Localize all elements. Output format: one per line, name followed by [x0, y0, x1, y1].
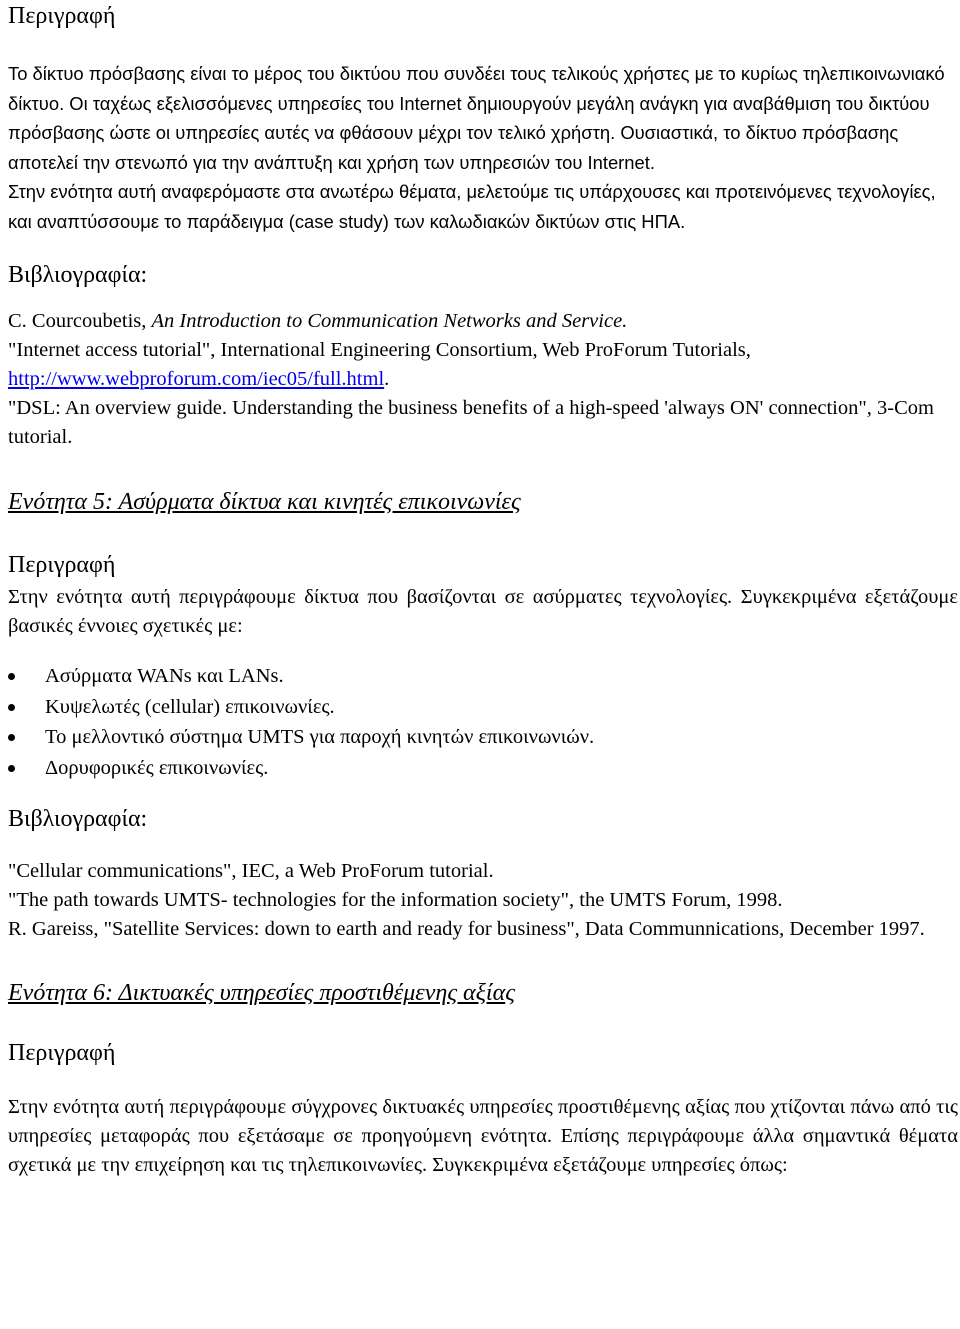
section-5-title: Ενότητα 5: Ασύρματα δίκτυα και κινητές επικοινωνίες [8, 489, 521, 515]
description-heading: Περιγραφή [8, 552, 116, 578]
list-item: Δορυφορικές επικοινωνίες. [8, 753, 958, 784]
bibliography-heading: Βιβλιογραφία: [8, 262, 148, 288]
description-paragraph: Στην ενότητα αυτή αναφερόμαστε στα ανωτέρω θέματα, μελετούμε τις υπάρχουσες και προτεινόμενες τεχνολογίες, και αναπτύσσουμε το παράδειγμα (case study) των καλωδιακών δικτύων στις ΗΠΑ. [8, 181, 936, 232]
reference-item [8, 307, 958, 336]
bibliography-heading: Βιβλιογραφία: [8, 806, 148, 832]
list-item: Το μελλοντικό σύστημα UMTS για παροχή κινητών επικοινωνιών. [8, 722, 958, 753]
description-heading: Περιγραφή [8, 3, 116, 29]
bullet-icon [8, 765, 15, 772]
bullet-icon [8, 673, 15, 680]
section-6-title [8, 979, 958, 1007]
reference-item: R. Gareiss, "Satellite Services: down to earth and ready for business", Data Communnications, December 1997. [8, 918, 925, 940]
reference-title: An Introduction to Communication Networks and Service. [151, 310, 628, 332]
reference-text: "Internet access tutorial", International Engineering Consortium, Web ProForum Tutorials, [8, 339, 751, 361]
reference-item: "Cellular communications", IEC, a Web ProForum tutorial. [8, 860, 494, 882]
document-page [8, 0, 958, 1180]
description-heading: Περιγραφή [8, 1040, 116, 1066]
description-paragraph: Στην ενότητα αυτή περιγράφουμε δίκτυα που βασίζονται σε ασύρματες τεχνολογίες. Συγκεκριμένα εξετάζουμε βασικές έννοιες σχετικές με: [8, 586, 958, 637]
section-6-title-tail: ς [505, 980, 515, 1006]
section-6-title-main: Ενότητα 6: Δικτυακές υπηρεσίες προστιθέμενης αξία [8, 980, 506, 1006]
reference-item: "DSL: An overview guide. Understanding the business benefits of a high-speed 'always ON' connection", 3-Com tutorial. [8, 397, 934, 448]
reference-end: . [384, 368, 390, 390]
list-item: Ασύρματα WANs και LANs. [8, 661, 958, 692]
reference-author: C. Courcoubetis, [8, 310, 152, 332]
bullet-icon [8, 704, 15, 711]
list-item: Κυψελωτές (cellular) επικοινωνίες. [8, 692, 958, 723]
bullet-icon [8, 734, 15, 741]
reference-item [8, 336, 958, 394]
description-paragraph: Το δίκτυο πρόσβασης είναι το μέρος του δικτύου που συνδέει τους τελικούς χρήστες με το κυρίως τηλεπικοινωνιακό δίκτυο. Οι ταχέως εξελισσόμενες υπηρεσίες του Internet δημιουργούν μεγάλη ανάγκη για αναβάθμιση του δικτύου πρόσβασης ώστε οι υπηρεσίες αυτές να φθάσουν μέχρι τον τελικό χρήστη. Ουσιαστικά, το δίκτυο πρόσβασης αποτελεί την στενωπό για την ανάπτυξη και χρήση των υπηρεσιών του Internet. [8, 63, 945, 173]
description-paragraph: Στην ενότητα αυτή περιγράφουμε σύγχρονες δικτυακές υπηρεσίες προστιθέμενης αξίας που χτίζονται πάνω από τις υπηρεσίες μεταφοράς που εξετάσαμε σε προηγούμενη ενότητα. Επίσης περιγράφουμε άλλα σημαντικά θέματα σχετικά με την επιχείρηση και τις τηλεπικοινωνίες. Συγκεκριμένα εξετάζουμε υπηρεσίες όπως: [8, 1096, 958, 1176]
reference-item: "The path towards UMTS- technologies for the information society", the UMTS Forum, 1998. [8, 889, 783, 911]
topic-list [8, 661, 958, 783]
reference-link[interactable]: http://www.webproforum.com/iec05/full.html [8, 368, 385, 390]
